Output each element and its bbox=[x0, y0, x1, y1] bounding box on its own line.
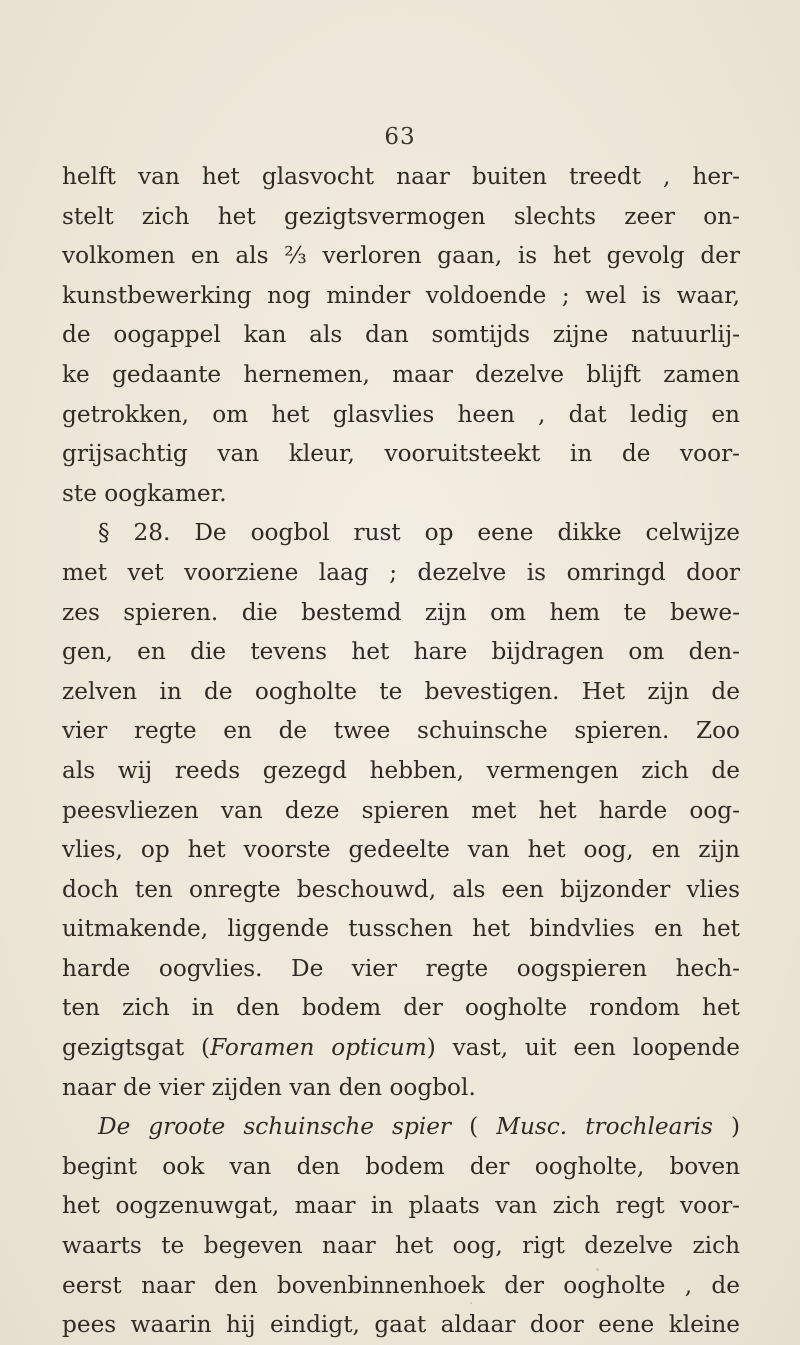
text-line bbox=[62, 988, 740, 1028]
text-line bbox=[62, 909, 740, 949]
paper-speck bbox=[470, 1302, 472, 1304]
text-line bbox=[62, 711, 740, 751]
text-segment: ) vast, uit een loopende bbox=[426, 1034, 740, 1062]
text-segment: volkomen en als ⅔ verloren gaan, is het gevolg der bbox=[62, 242, 740, 270]
text-segment: ke gedaante hernemen, maar dezelve blijft zamen bbox=[62, 360, 740, 388]
text-segment: waarts te begeven naar het oog, rigt dezelve zich bbox=[62, 1232, 740, 1260]
text-segment: ste oogkamer. bbox=[62, 479, 227, 507]
text-segment: uitmakende, liggende tusschen het bindvlies en het bbox=[62, 915, 740, 943]
text-line bbox=[62, 157, 740, 197]
text-line bbox=[62, 1028, 740, 1068]
text-segment: ( bbox=[451, 1113, 497, 1141]
text-line bbox=[62, 632, 740, 672]
text-segment: ten zich in den bodem der oogholte rondom het bbox=[62, 994, 740, 1022]
italic-term: Musc. trochlearis bbox=[496, 1113, 713, 1141]
text-line bbox=[62, 315, 740, 355]
text-line bbox=[62, 1226, 740, 1266]
text-line bbox=[62, 593, 740, 633]
text-segment: ) bbox=[712, 1113, 740, 1141]
text-line bbox=[62, 236, 740, 276]
text-segment: als wij reeds gezegd hebben, vermengen zich de bbox=[62, 756, 740, 784]
text-line bbox=[62, 1147, 740, 1187]
text-segment: getrokken, om het glasvlies heen , dat ledig en bbox=[62, 400, 740, 428]
text-segment: doch ten onregte beschouwd, als een bijzonder vlies bbox=[62, 875, 740, 903]
text-line bbox=[62, 830, 740, 870]
text-segment: naar de vier zijden van den oogbol. bbox=[62, 1073, 476, 1101]
text-segment: pees waarin hij eindigt, gaat aldaar door eene kleine bbox=[62, 1311, 740, 1339]
text-line bbox=[62, 1266, 740, 1306]
text-segment: begint ook van den bodem der oogholte, boven bbox=[62, 1152, 740, 1180]
text-segment: gen, en die tevens het hare bijdragen om den- bbox=[62, 638, 740, 666]
body-text bbox=[62, 157, 740, 1345]
text-segment: zes spieren. die bestemd zijn om hem te bewe- bbox=[62, 598, 740, 626]
text-line bbox=[62, 355, 740, 395]
text-segment: harde oogvlies. De vier regte oogspieren hech- bbox=[62, 954, 740, 982]
italic-term: Foramen opticum bbox=[210, 1034, 427, 1062]
text-line bbox=[62, 672, 740, 712]
text-segment: grijsachtig van kleur, vooruitsteekt in de voor- bbox=[62, 440, 740, 468]
text-segment: gezigtsgat ( bbox=[62, 1034, 211, 1062]
text-line bbox=[62, 791, 740, 831]
text-line bbox=[62, 395, 740, 435]
text-line bbox=[62, 474, 740, 514]
text-segment: vier regte en de twee schuinsche spieren. Zoo bbox=[62, 717, 740, 745]
text-segment: helft van het glasvocht naar buiten treedt , her- bbox=[62, 163, 740, 190]
text-line bbox=[62, 870, 740, 910]
italic-term: De groote schuinsche spier bbox=[98, 1113, 452, 1141]
text-line bbox=[62, 276, 740, 316]
text-segment: kunstbewerking nog minder voldoende ; wel is waar, bbox=[62, 281, 740, 309]
text-segment: stelt zich het gezigtsvermogen slechts zeer on- bbox=[62, 202, 740, 230]
text-segment: eerst naar den bovenbinnenhoek der oogholte , de bbox=[62, 1271, 740, 1299]
text-line bbox=[62, 1107, 740, 1147]
paper-speck bbox=[596, 1268, 599, 1271]
text-line bbox=[62, 1186, 740, 1226]
text-segment: het oogzenuwgat, maar in plaats van zich regt voor- bbox=[62, 1192, 740, 1220]
text-segment: peesvliezen van deze spieren met het harde oog- bbox=[62, 796, 740, 824]
text-line bbox=[62, 513, 740, 553]
text-segment: zelven in de oogholte te bevestigen. Het zijn de bbox=[62, 677, 740, 705]
text-line bbox=[62, 1305, 740, 1345]
text-line bbox=[62, 751, 740, 791]
text-segment: § 28. De oogbol rust op eene dikke celwijze bbox=[98, 519, 740, 547]
text-line bbox=[62, 553, 740, 593]
text-line bbox=[62, 197, 740, 237]
text-segment: vlies, op het voorste gedeelte van het oog, en zijn bbox=[62, 836, 740, 864]
text-segment: de oogappel kan als dan somtijds zijne natuurlij- bbox=[62, 321, 740, 349]
text-line bbox=[62, 949, 740, 989]
page-number: 63 bbox=[384, 124, 416, 150]
text-segment: met vet voorziene laag ; dezelve is omringd door bbox=[62, 558, 740, 586]
text-line bbox=[62, 1068, 740, 1108]
text-line bbox=[62, 434, 740, 474]
